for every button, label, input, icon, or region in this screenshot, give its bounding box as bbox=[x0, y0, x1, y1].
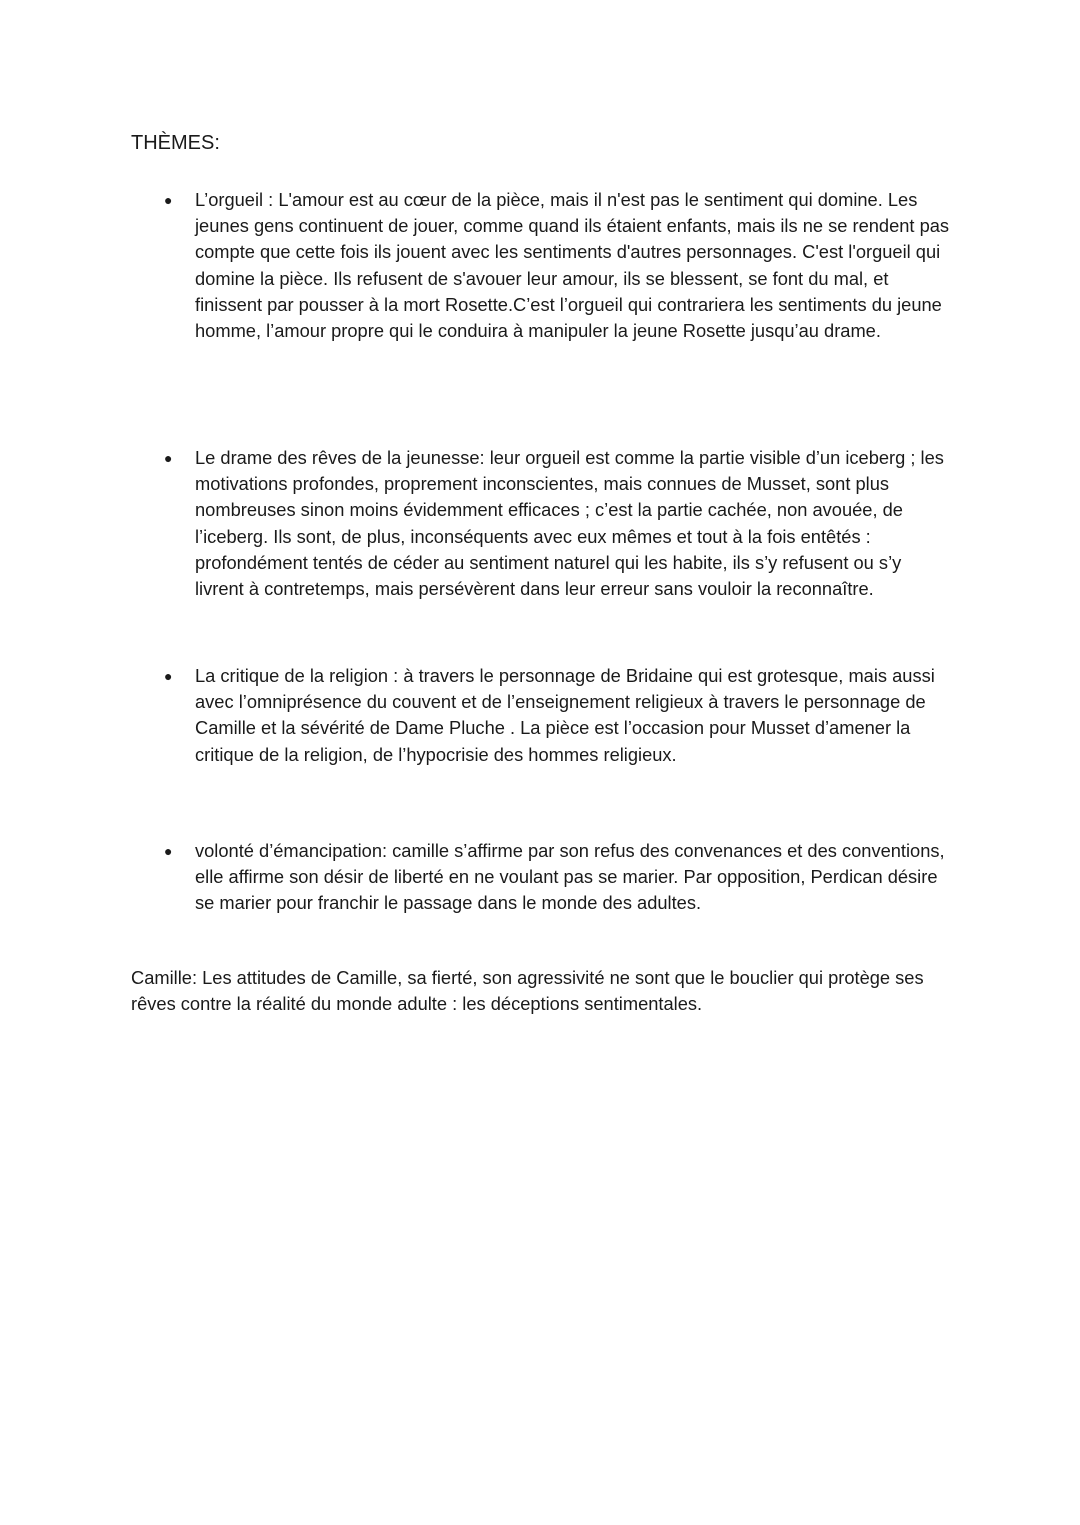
bullet-icon: ● bbox=[164, 668, 173, 684]
bullet-icon: ● bbox=[164, 843, 173, 859]
closing-paragraph: Camille: Les attitudes de Camille, sa fierté, son agressivité ne sont que le bouclier qui protège ses rêves contre la réalité du monde adulte : les déceptions sentimentales. bbox=[131, 967, 924, 1015]
theme-text: La critique de la religion : à travers le personnage de Bridaine qui est grotesque, mais aussi avec l’omniprésence du couvent et de l’enseignement religieux à travers le personnage de Camille et la sévérité de Dame Pluche . La pièce est l’occasion pour Musset d’amener la critique de la religion, de l’hypocrisie des hommes religieux. bbox=[195, 665, 935, 765]
bullet-icon: ● bbox=[164, 192, 173, 208]
page-heading: THÈMES: bbox=[131, 132, 220, 154]
theme-text: volonté d’émancipation: camille s’affirme par son refus des convenances et des conventions, elle affirme son désir de liberté en ne voulant pas se marier. Par opposition, Perdican désire se marier pour franchir le passage dans le monde des adultes. bbox=[195, 840, 945, 914]
bullet-icon: ● bbox=[164, 450, 173, 466]
theme-text: Le drame des rêves de la jeunesse: leur orgueil est comme la partie visible d’un iceberg ; les motivations profondes, proprement inconscientes, mais connues de Musset, sont plus nombreuses sinon moins évidemment efficaces ; c’est la partie cachée, non avouée, de l’iceberg. Ils sont, de plus, inconséquents avec eux mêmes et tout à la fois entêtés : profondément tentés de céder au sentiment naturel qui les habite, ils s’y refusent ou s’y livrent à contretemps, mais persévèrent dans leur erreur sans vouloir la reconnaître. bbox=[195, 447, 944, 600]
theme-text: L’orgueil : L'amour est au cœur de la pièce, mais il n'est pas le sentiment qui domine. Les jeunes gens continuent de jouer, comme quand ils étaient enfants, mais ils ne se rendent pas compte que cette fois ils jouent avec les sentiments d'autres personnages. C'est l'orgueil qui domine la pièce. Ils refusent de s'avouer leur amour, ils se blessent, se font du mal, et finissent par pousser à la mort Rosette.C’est l’orgueil qui contrariera les sentiments du jeune homme, l’amour propre qui le conduira à manipuler la jeune Rosette jusqu’au drame. bbox=[195, 189, 950, 342]
